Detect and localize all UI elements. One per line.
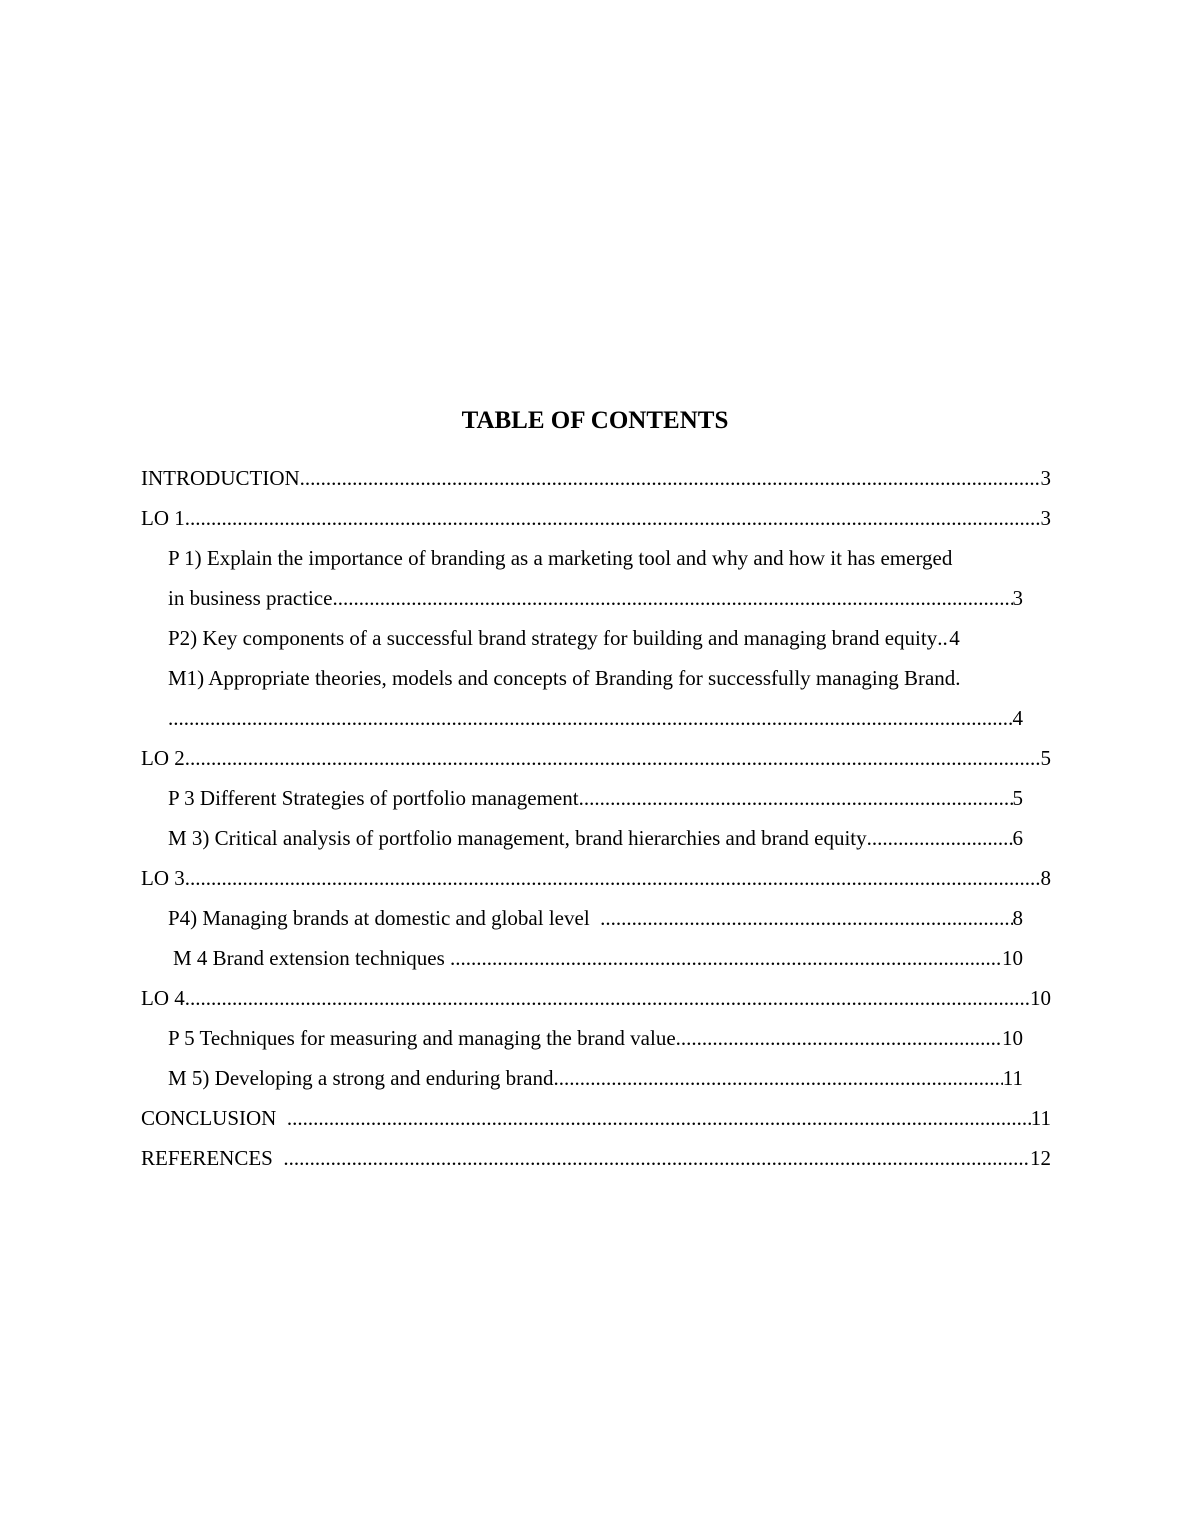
toc-leader-dots — [287, 1106, 1031, 1131]
page-title: TABLE OF CONTENTS — [461, 407, 729, 434]
toc-entry-label: M 5) Developing a strong and enduring brand — [168, 1065, 554, 1090]
toc-entry-lo3[interactable] — [141, 858, 1051, 898]
toc-leader-dots — [554, 1066, 1003, 1091]
toc-entry-label: LO 3 — [141, 865, 185, 890]
toc-page-number: 3 — [1040, 505, 1051, 530]
toc-entry-m1[interactable] — [168, 658, 1050, 698]
toc-page-number: 10 — [1002, 1025, 1023, 1050]
toc-entry-lo2[interactable] — [141, 738, 1051, 778]
toc-entry-p4[interactable] — [168, 898, 1023, 938]
toc-entry-label: LO 4 — [141, 985, 185, 1010]
toc-page-number: 3 — [1040, 465, 1051, 490]
toc-entry-p1-continued[interactable] — [168, 578, 1023, 618]
toc-leader-dots — [185, 746, 1041, 771]
toc-leader-dots — [676, 1026, 1002, 1051]
toc-entry-label: INTRODUCTION — [141, 465, 300, 490]
toc-page-number: 8 — [1012, 905, 1023, 930]
toc-leader-dots — [579, 786, 1013, 811]
toc-leader-dots — [600, 906, 1012, 931]
toc-leader-dots — [185, 986, 1030, 1011]
toc-entry-label: P4) Managing brands at domestic and global level — [168, 905, 601, 930]
toc-entry-label: LO 2 — [141, 745, 185, 770]
toc-page-number: 10 — [1030, 985, 1051, 1010]
toc-page-number: 11 — [1030, 1105, 1051, 1130]
toc-entry-introduction[interactable] — [141, 458, 1051, 498]
toc-entry-label: CONCLUSION — [141, 1105, 287, 1130]
toc-entry-label: in business practice — [168, 585, 333, 610]
toc-page-number: 12 — [1030, 1145, 1051, 1170]
toc-entry-p1[interactable] — [168, 538, 1050, 578]
toc-leader-dots — [450, 946, 1002, 971]
toc-entry-m3[interactable] — [168, 818, 1023, 858]
toc-leader-dots — [185, 506, 1041, 531]
toc-leader-dots — [867, 826, 1013, 851]
toc-entry-m5[interactable] — [168, 1058, 1023, 1098]
toc-entry-label: REFERENCES — [141, 1145, 284, 1170]
toc-page-number: 3 — [1012, 585, 1023, 610]
toc-entry-label: M 3) Critical analysis of portfolio management, brand hierarchies and brand equity — [168, 825, 867, 850]
toc-page-number: 5 — [1040, 745, 1051, 770]
toc-entry-label: M1) Appropriate theories, models and concepts of Branding for successfully managing Brand. — [168, 665, 961, 690]
toc-page-number: 5 — [1012, 785, 1023, 810]
toc-entry-references[interactable] — [141, 1138, 1051, 1178]
toc-page-number: 8 — [1040, 865, 1051, 890]
toc-leader-dots — [332, 586, 1012, 611]
toc-leader-dots — [168, 706, 1013, 731]
toc-leader-dots — [283, 1146, 1030, 1171]
toc-entry-conclusion[interactable] — [141, 1098, 1051, 1138]
toc-entry-p2[interactable] — [168, 618, 1050, 658]
toc-entry-label: M 4 Brand extension techniques — [173, 945, 451, 970]
toc-entry-label: P2) Key components of a successful brand strategy for building and managing brand equity — [168, 625, 938, 650]
toc-entry-p3[interactable] — [168, 778, 1023, 818]
toc-page-number: 4 — [949, 625, 960, 650]
toc-page-number: 4 — [1012, 705, 1023, 730]
toc-leader-dots — [937, 626, 949, 651]
toc-entry-m1-continued[interactable] — [168, 698, 1023, 738]
toc-entry-lo4[interactable] — [141, 978, 1051, 1018]
toc-page-number: 10 — [1002, 945, 1023, 970]
toc-entry-p5[interactable] — [168, 1018, 1023, 1058]
toc-leader-dots — [300, 466, 1041, 491]
toc-entry-lo1[interactable] — [141, 498, 1051, 538]
toc-entry-label: P 3 Different Strategies of portfolio management — [168, 785, 579, 810]
toc-entry-label: P 5 Techniques for measuring and managing the brand value — [168, 1025, 676, 1050]
toc-entry-label: LO 1 — [141, 505, 185, 530]
toc-page-number: 11 — [1002, 1065, 1023, 1090]
toc-page-number: 6 — [1012, 825, 1023, 850]
toc-entry-m4[interactable] — [173, 938, 1023, 978]
toc-entry-label: P 1) Explain the importance of branding as a marketing tool and why and how it has emerged — [168, 545, 953, 570]
toc-leader-dots — [185, 866, 1041, 891]
